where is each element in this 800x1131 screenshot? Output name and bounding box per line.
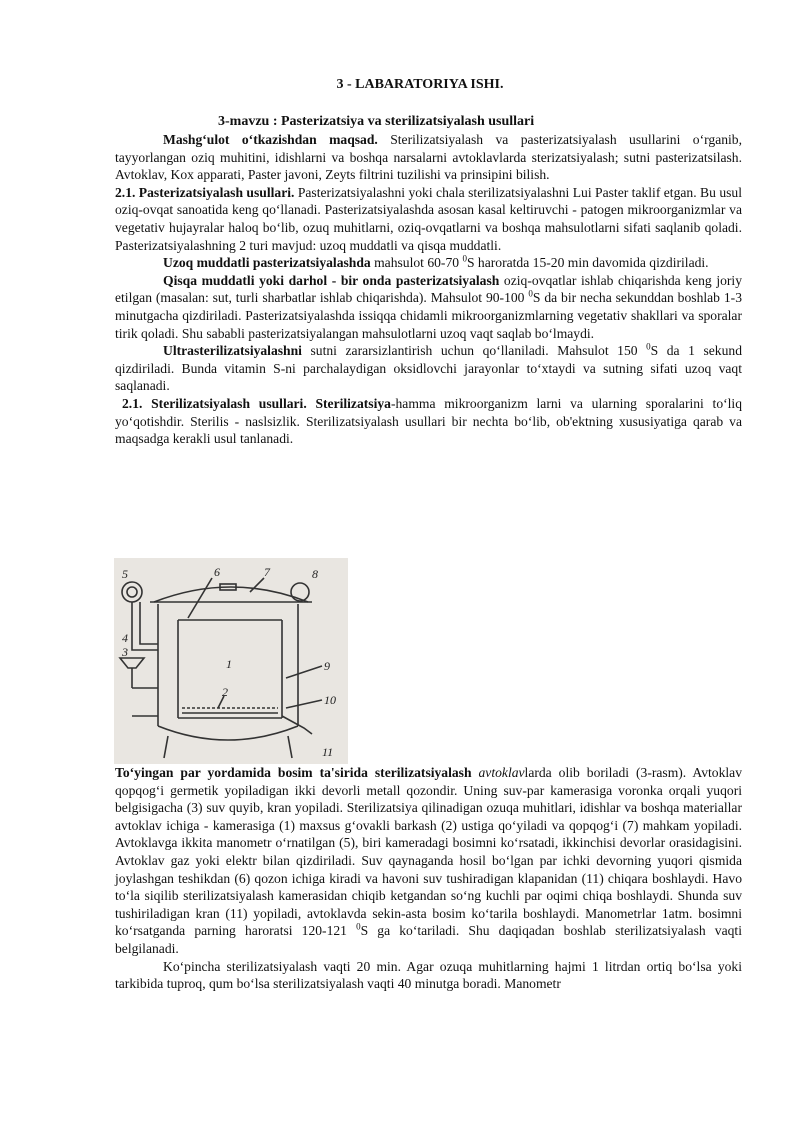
goal-text: Sterilizatsiyalash va pasterizatsiyalash usullarini o‘rganib, tayyorlangan oziq muhitini, idishlarni va boshqa narsalarni avtoklavlarda sterizatsiyalash; sutni pasterizatsilash. Avtoklav, Kox apparati, Paster javoni, Zeyts filtrini tuzilishi va prinsipini bilish. — [115, 132, 742, 183]
label-6: 6 — [214, 565, 220, 579]
steam-text-1: larda olib boriladi (3-rasm). Avtoklav qopqog‘i germetik yopiladigan ikki devorli metall qozondir. Uning suv-par kamerasiga voronka orqali yuqori belgisigacha (3) suv quyib, kran yopiladi. Sterilizatsiya qilinadigan ozuqa muhitlari, idishlar va boshqa materiallar avtoklav ichiga - kamerasiga (1) maxsus g‘ovakli barkash (2) ustiga qo‘yiladi va qopqog‘i (7) mahkam yopiladi. Avtoklavga ikkita manometr o‘rnatilgan (5), biri kameradagi bosimni ko‘rsatadi, ikkinchisi devorlar orasidagisini. Avtoklav gaz yoki elektr bilan qizdiriladi. Suv qaynaganda hosil bo‘lgan par ichki devorning yuqori qismida joylashgan teshikdan (6) qozon ichiga kiradi va havoni suv tushiradigan klapanidan (11) chiqara boshlaydi. Havo to‘la siqilib sterilizatsiyalash kamerasidan chiqib ketgandan so‘ng kuchli par oqimi chiqa boshlaydi. Shunda suv tushiriladigan kran (11) yopiladi, avtoklavda sekin-asta bosim ko‘tarila boshlaydi. Manometrlar 1atm. bosimni ko‘rsatganda parning haroratsi 120-121 — [115, 765, 742, 939]
long-text-2: S haroratda 15-20 min davomida qizdiriladi. — [466, 255, 709, 271]
sterilization-paragraph — [115, 395, 742, 448]
label-8: 8 — [312, 567, 318, 581]
steam-paragraph — [115, 764, 742, 958]
steam-text-2: S ga ko‘tariladi. Shu daqiqadan boshlab sterilizatsiyalash vaqti belgilanadi. — [115, 923, 742, 956]
label-3: 3 — [122, 645, 128, 659]
label-11: 11 — [322, 745, 334, 759]
sterilization-term: Sterilizatsiya — [306, 395, 391, 411]
autoclave-figure — [114, 558, 348, 764]
label-10: 10 — [324, 693, 336, 707]
label-7: 7 — [264, 565, 270, 579]
autoclave-section — [115, 764, 742, 993]
degree-mark: 0 — [646, 341, 651, 352]
autoclave-diagram — [114, 558, 348, 764]
ultra-label: Ultrasterilizatsiyalashni — [163, 343, 302, 359]
ultra-paragraph — [115, 342, 742, 395]
long-label: Uzoq muddatli pasterizatsiyalashda — [163, 255, 371, 271]
lab-title: 3 - LABARATORIYA ISHI. — [336, 77, 504, 92]
degree-mark: 0 — [356, 921, 361, 932]
label-9: 9 — [324, 659, 330, 673]
steam-label: To‘yingan par yordamida bosim ta'sirida sterilizatsiyalash — [115, 765, 472, 780]
short-paragraph — [115, 272, 742, 342]
short-text-1: oziq-ovqatlar ishlab chiqarishda keng joriy etilgan (masalan: sut, turli sharbatlar ishlab chiqarishda). Mahsulot 90-100 — [115, 272, 742, 306]
ultra-text-1: sutni zararsizlantirish uchun qo‘llaniladi. Mahsulot 150 — [301, 343, 647, 359]
label-1: 1 — [226, 657, 232, 671]
intro-section — [115, 131, 742, 448]
long-paragraph — [115, 254, 742, 272]
label-4: 4 — [122, 631, 128, 645]
short-label: Qisqa muddatli yoki darhol - bir onda pasterizatsiyalash — [163, 272, 500, 288]
topic-title: 3-mavzu : Pasterizatsiya va sterilizatsiyalash usullari — [218, 114, 535, 129]
label-5: 5 — [122, 567, 128, 581]
degree-mark: 0 — [462, 253, 467, 264]
long-text-1: mahsulot 60-70 — [370, 255, 463, 271]
sterilization-label: 2.1. Sterilizatsiyalash usullari. — [122, 395, 307, 411]
time-text: Ko‘pincha sterilizatsiyalash vaqti 20 min. Agar ozuqa muhitlarning hajmi 1 litrdan ortiq bo‘lsa yoki tarkibida tuproq, qum bo‘lsa sterilizatsiyalash vaqti 40 minutga boradi. Manometr — [115, 958, 742, 992]
pasteurization-label: 2.1. Pasterizatsiyalash usullari. — [115, 184, 295, 200]
time-paragraph — [115, 958, 742, 993]
pasteurization-paragraph — [115, 184, 742, 254]
sterilization-text: -hamma mikroorganizm larni va ularning sporalarini to‘liq yo‘qotishdir. Sterilis - naslsizlik. Sterilizatsiyalash usullari bir nechta bo‘lib, ob'ektning xususiyatiga qarab va maqsadga kerakli usul tanlanadi. — [115, 395, 742, 447]
ultra-text-2: S da 1 sekund qizdiriladi. Bunda vitamin S-ni parchalaydigan oksidlovchi jarayonlar to‘xtaydi va sutning sifati uzoq vaqt saqlanadi. — [115, 343, 742, 394]
pasteurization-text: Pasterizatsiyalashni yoki chala sterilizatsiyalashni Lui Paster taklif etgan. Bu usul oziq-ovqat sanoatida keng qo‘llanadi. Pasterizatsiyalashda asosan kasal keltiruvchi - patogen mikroorganizmlar va vegetativ hujayralar haloq bo‘lib, ozuq muhitlarni, oziq-ovqatlarni va boshqa mahsulotlarni sifati saqlanib qoladi. Pasterizatsiyalashning 2 turi mavjud: uzoq muddatli va qisqa muddatli. — [115, 184, 742, 253]
degree-mark: 0 — [528, 288, 533, 299]
label-2: 2 — [222, 685, 228, 699]
steam-italic: avtoklav — [478, 765, 525, 780]
goal-paragraph — [115, 131, 742, 184]
goal-label: Mashg‘ulot o‘tkazishdan maqsad. — [163, 132, 378, 147]
short-text-2: S da bir necha sekunddan boshlab 1-3 minutgacha qizdiriladi. Pasterizatsiyalashda issiqqa chidamli mikroorganizmlarning vegetativ shakllari va sporalar tirik qoladi. Shu sababli pasterizatsiyalangan mahsulotlarni uzoq vaqt saqlab bo‘lmaydi. — [115, 290, 742, 341]
